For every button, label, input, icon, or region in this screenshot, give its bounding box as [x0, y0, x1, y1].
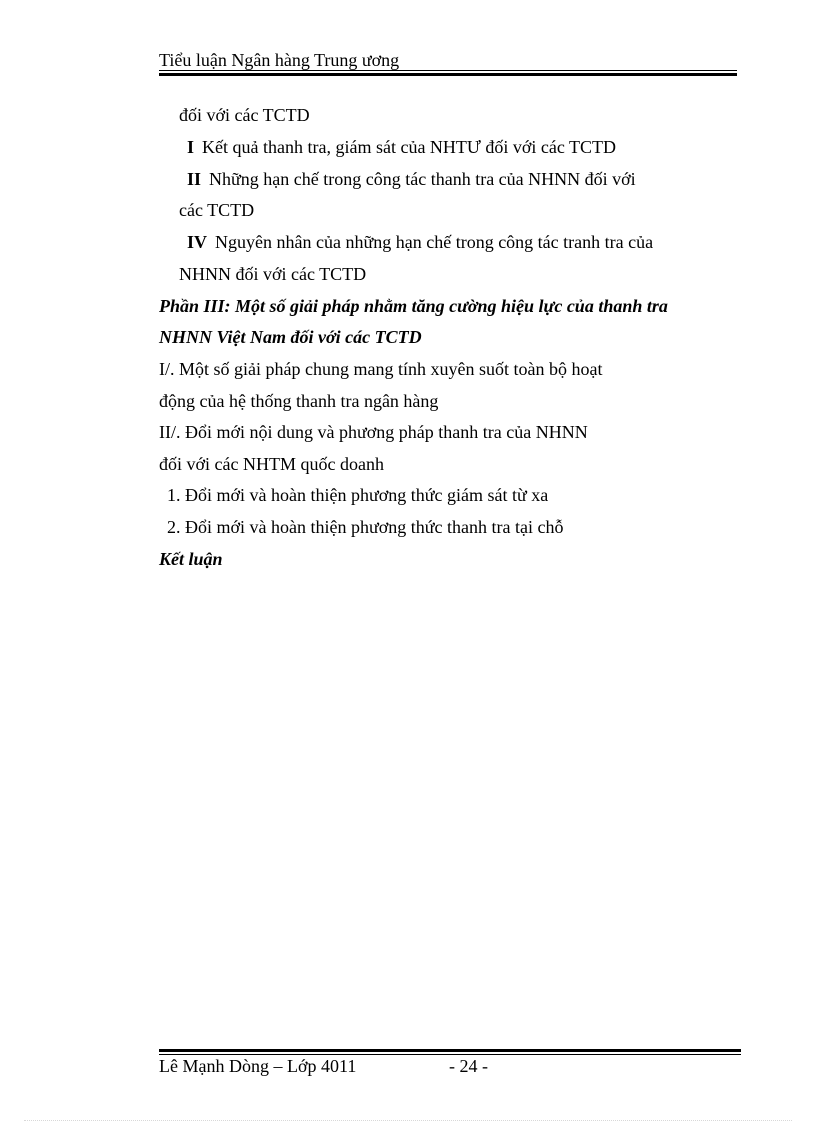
toc-list-item-2: 2. Đổi mới và hoàn thiện phương thức thanh tra tại chỗ [167, 517, 564, 537]
toc-item-text: Nguyên nhân của những hạn chế trong công tác tranh tra của [215, 232, 654, 252]
toc-item-number: II [187, 169, 202, 189]
toc-line-text: đối với các TCTD [179, 105, 310, 125]
header-divider [159, 70, 737, 76]
toc-item-i [187, 135, 616, 159]
toc-line-text: các TCTD [179, 200, 255, 220]
toc-item-text: Kết quả thanh tra, giám sát của NHTƯ đối với các TCTD [202, 137, 617, 157]
toc-line-text: NHNN đối với các TCTD [179, 264, 367, 284]
section-heading-part-iii-continued: NHNN Việt Nam đối với các TCTD [159, 327, 422, 347]
section-heading-part-iii: Phần III: Một số giải pháp nhằm tăng cường hiệu lực của thanh tra [159, 296, 668, 316]
footer-author: Lê Mạnh Dòng – Lớp 4011 [159, 1056, 357, 1076]
toc-line: đối với các NHTM quốc doanh [159, 454, 384, 474]
toc-subsection-i: I/. Một số giải pháp chung mang tính xuyên suốt toàn bộ hoạt [159, 359, 603, 379]
document-header-title: Tiểu luận Ngân hàng Trung ương [159, 50, 400, 70]
toc-subsection-ii: II/. Đổi mới nội dung và phương pháp thanh tra của NHNN [159, 422, 588, 442]
toc-item-text: Những hạn chế trong công tác thanh tra của NHNN đối với [209, 169, 636, 189]
toc-item-number: IV [187, 232, 208, 252]
toc-line [179, 262, 366, 286]
toc-item-number: I [187, 137, 195, 157]
toc-line [179, 198, 254, 222]
toc-list-item-1: 1. Đổi mới và hoàn thiện phương thức giám sát từ xa [167, 485, 549, 505]
page-bottom-edge [24, 1120, 792, 1121]
toc-item-iv [187, 230, 653, 254]
toc-item-ii [187, 167, 636, 191]
toc-line: động của hệ thống thanh tra ngân hàng [159, 391, 439, 411]
section-heading-conclusion: Kết luận [159, 549, 223, 569]
toc-line [179, 103, 310, 127]
page-number: - 24 - [449, 1056, 488, 1076]
